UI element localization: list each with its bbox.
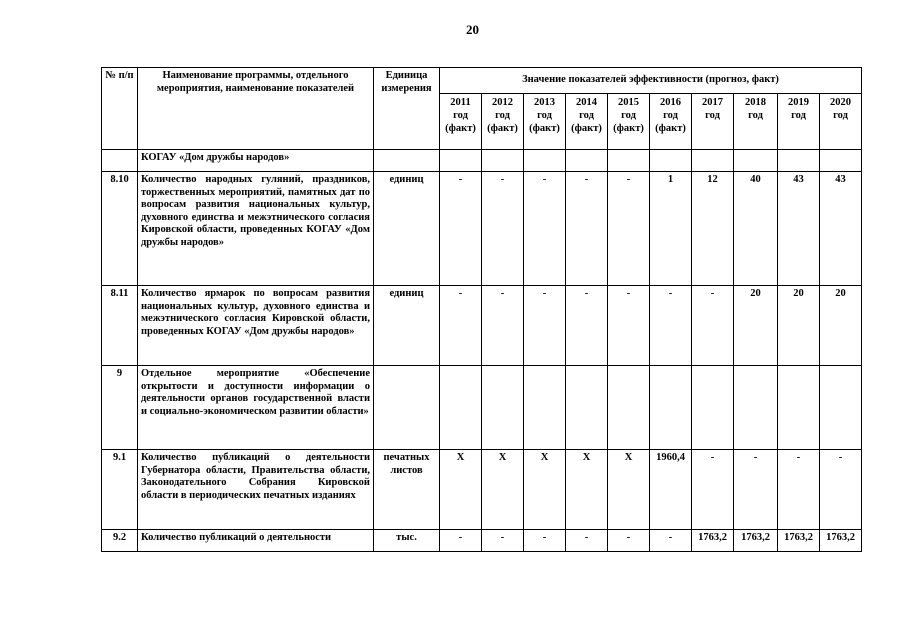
row-value (734, 150, 778, 172)
row-value: 12 (692, 172, 734, 286)
row-number: 8.11 (102, 286, 138, 366)
header-year-2013 (524, 94, 566, 150)
table-row (102, 366, 862, 450)
row-value: Х (608, 450, 650, 530)
header-year-note: (факт) (655, 123, 686, 134)
header-year-year: 2011 (450, 97, 471, 108)
row-unit (374, 366, 440, 450)
row-value (650, 366, 692, 450)
row-value: 43 (778, 172, 820, 286)
row-value (692, 150, 734, 172)
header-year-year: 2016 (660, 97, 681, 108)
row-value: 1 (650, 172, 692, 286)
row-value (566, 150, 608, 172)
row-unit: тыс. (374, 530, 440, 552)
header-year-note: (факт) (445, 123, 476, 134)
row-value: 1763,2 (734, 530, 778, 552)
row-value: 40 (734, 172, 778, 286)
row-value (650, 150, 692, 172)
row-number (102, 150, 138, 172)
row-name: КОГАУ «Дом дружбы народов» (138, 150, 374, 172)
indicators-table (101, 67, 862, 552)
row-value: - (650, 286, 692, 366)
header-year-year: 2012 (492, 97, 513, 108)
header-year-2020 (820, 94, 862, 150)
row-value: - (482, 286, 524, 366)
header-year-note: (факт) (529, 123, 560, 134)
row-value (692, 366, 734, 450)
row-value (734, 366, 778, 450)
table-row (102, 172, 862, 286)
row-number: 8.10 (102, 172, 138, 286)
row-number: 9.1 (102, 450, 138, 530)
row-value: - (440, 172, 482, 286)
header-year-note: (факт) (613, 123, 644, 134)
header-year-2018 (734, 94, 778, 150)
row-value (566, 366, 608, 450)
header-year-2011 (440, 94, 482, 150)
row-value: Х (482, 450, 524, 530)
row-value: - (650, 530, 692, 552)
row-name: Количество публикаций о деятельности Губернатора области, Правительства области, Законодательного Собрания Кировской области в периодических печатных изданиях (138, 450, 374, 530)
header-year-sub: год (495, 110, 510, 121)
header-year-year: 2013 (534, 97, 555, 108)
table-row (102, 530, 862, 552)
row-value: Х (524, 450, 566, 530)
row-value: - (692, 450, 734, 530)
row-number: 9 (102, 366, 138, 450)
row-value (820, 366, 862, 450)
header-year-sub: год (748, 110, 763, 121)
header-year-year: 2017 (702, 97, 723, 108)
row-value: - (608, 286, 650, 366)
row-value: - (440, 286, 482, 366)
row-value: - (820, 450, 862, 530)
row-value: - (608, 172, 650, 286)
header-year-sub: год (579, 110, 594, 121)
row-unit: единиц (374, 286, 440, 366)
row-name: Количество публикаций о деятельности (138, 530, 374, 552)
header-year-2017 (692, 94, 734, 150)
header-year-sub: год (621, 110, 636, 121)
row-value: 20 (734, 286, 778, 366)
row-value: 1763,2 (692, 530, 734, 552)
header-values-group: Значение показателей эффективности (прогноз, факт) (440, 68, 862, 94)
header-year-sub: год (663, 110, 678, 121)
header-unit: Единица измерения (374, 68, 440, 150)
header-year-year: 2019 (788, 97, 809, 108)
row-value (608, 150, 650, 172)
row-value: - (608, 530, 650, 552)
row-value (820, 150, 862, 172)
row-name: Количество ярмарок по вопросам развития национальных культур, духовного единства и межэтнического согласия Кировской области, проведенных КОГАУ «Дом дружбы народов» (138, 286, 374, 366)
header-year-2019 (778, 94, 820, 150)
header-year-note: (факт) (571, 123, 602, 134)
header-year-year: 2015 (618, 97, 639, 108)
row-value: 1960,4 (650, 450, 692, 530)
header-year-2012 (482, 94, 524, 150)
row-value (482, 150, 524, 172)
row-value: - (566, 530, 608, 552)
row-value: - (524, 286, 566, 366)
row-value: - (482, 530, 524, 552)
row-value: 1763,2 (820, 530, 862, 552)
row-value: - (482, 172, 524, 286)
header-year-2016 (650, 94, 692, 150)
header-year-sub: год (833, 110, 848, 121)
table-row (102, 286, 862, 366)
row-value: 20 (820, 286, 862, 366)
row-value (482, 366, 524, 450)
row-unit (374, 150, 440, 172)
header-year-2014 (566, 94, 608, 150)
row-value: - (524, 530, 566, 552)
row-unit: единиц (374, 172, 440, 286)
row-value: Х (440, 450, 482, 530)
header-year-note: (факт) (487, 123, 518, 134)
row-unit: печатных листов (374, 450, 440, 530)
row-value (524, 150, 566, 172)
row-value (524, 366, 566, 450)
header-year-sub: год (453, 110, 468, 121)
row-value (440, 366, 482, 450)
header-year-sub: год (537, 110, 552, 121)
header-year-year: 2020 (830, 97, 851, 108)
header-num: № п/п (102, 68, 138, 150)
header-year-sub: год (791, 110, 806, 121)
header-year-sub: год (705, 110, 720, 121)
header-year-year: 2018 (745, 97, 766, 108)
table-row (102, 450, 862, 530)
row-value (778, 366, 820, 450)
row-value (778, 150, 820, 172)
row-value: Х (566, 450, 608, 530)
row-value (608, 366, 650, 450)
row-value: - (440, 530, 482, 552)
row-value: - (778, 450, 820, 530)
row-value: 1763,2 (778, 530, 820, 552)
row-value: - (524, 172, 566, 286)
row-name: Количество народных гуляний, праздников, торжественных мероприятий, памятных дат по вопросам развития национальных культур, духовного единства и межэтнического согласия Кировской области, проведенных КОГАУ «Дом дружбы народов» (138, 172, 374, 286)
row-number: 9.2 (102, 530, 138, 552)
row-value: - (692, 286, 734, 366)
page-number: 20 (466, 22, 479, 37)
row-value (440, 150, 482, 172)
row-value: 20 (778, 286, 820, 366)
header-year-2015 (608, 94, 650, 150)
header-year-year: 2014 (576, 97, 597, 108)
row-value: - (566, 286, 608, 366)
row-value: - (734, 450, 778, 530)
header-name: Наименование программы, отдельного мероприятия, наименование показателей (138, 68, 374, 150)
table-row (102, 150, 862, 172)
row-value: - (566, 172, 608, 286)
row-name: Отдельное мероприятие «Обеспечение открытости и доступности информации о деятельности органов государственной власти и социально-экономическом развитии области» (138, 366, 374, 450)
row-value: 43 (820, 172, 862, 286)
